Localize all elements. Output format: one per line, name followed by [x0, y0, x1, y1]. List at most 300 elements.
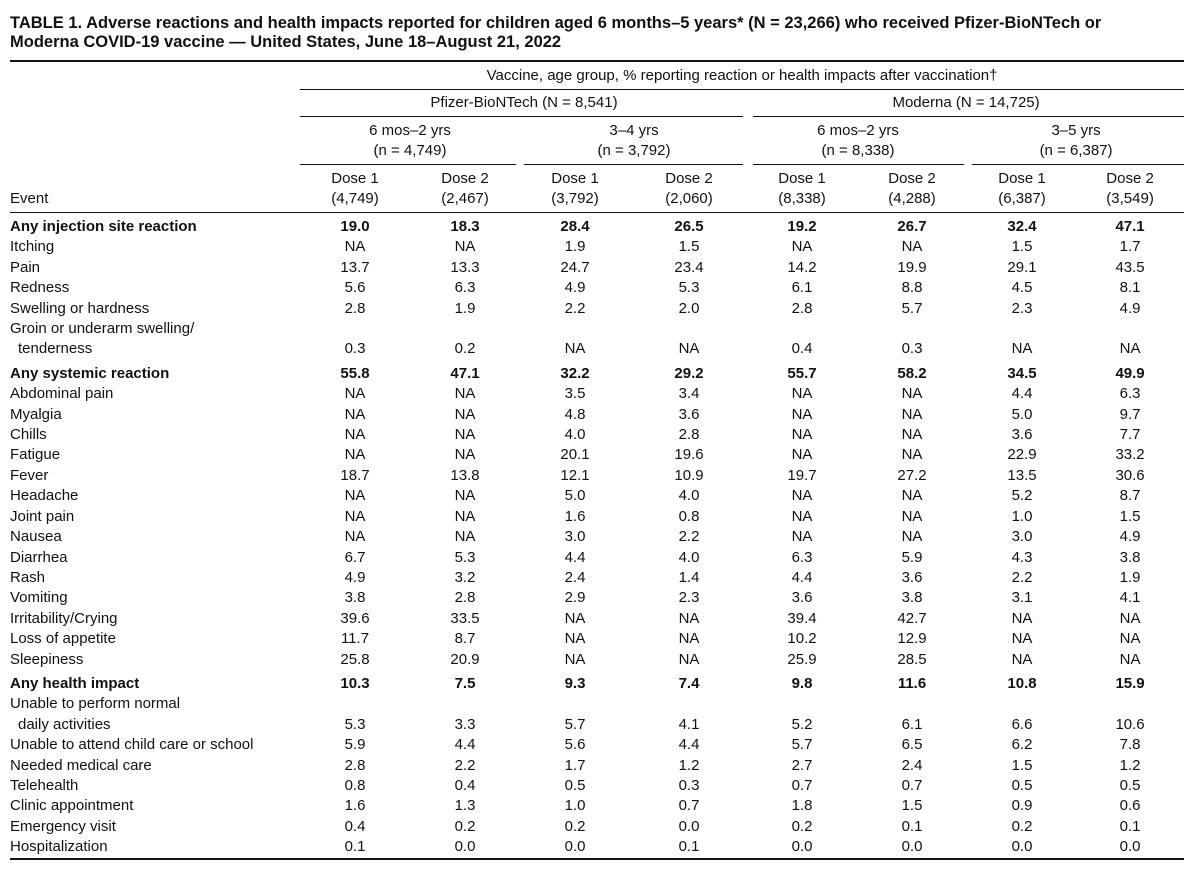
value-cell: 8.7 [1119, 487, 1141, 505]
value-cell: 19.7 [787, 466, 817, 484]
value-cell: 0.0 [748, 837, 856, 858]
value-cell: 2.2 [454, 756, 476, 774]
event-cell: Any systemic reaction [10, 364, 170, 382]
value-cell: 1.2 [1119, 756, 1141, 774]
value-cell: 8.1 [1119, 279, 1141, 297]
value-cell: NA [564, 630, 586, 648]
value-cell: 29.2 [674, 364, 704, 382]
value-cell: NA [564, 340, 586, 358]
table-row [10, 237, 1184, 257]
value-cell: NA [901, 487, 923, 505]
value-cell: 6.5 [901, 736, 923, 754]
value-cell: NA [1119, 650, 1141, 668]
event-cell: Redness [10, 279, 70, 297]
age-group-header [300, 117, 520, 162]
value-cell: 0.3 [901, 340, 923, 358]
value-cell: 7.8 [1119, 736, 1141, 754]
value-cell: 55.8 [340, 364, 370, 382]
value-cell: 0.7 [901, 776, 923, 794]
value-cell: 12.1 [560, 466, 590, 484]
value-cell: 9.3 [564, 674, 586, 692]
event-cell: Diarrhea [10, 548, 68, 566]
event-cell: Pain [10, 258, 41, 276]
value-cell: 18.7 [340, 466, 370, 484]
value-cell: 0.1 [901, 817, 923, 835]
event-cell: Emergency visit [10, 817, 116, 835]
value-cell: NA [344, 426, 366, 444]
value-cell: 5.9 [901, 548, 923, 566]
value-cell: 0.1 [300, 837, 410, 858]
event-cell: Joint pain [10, 507, 75, 525]
dose-header: Dose 2 (2,467) [410, 165, 520, 213]
value-cell: 0.0 [1076, 837, 1184, 858]
table-row [10, 278, 1184, 298]
value-cell: 0.5 [1119, 776, 1141, 794]
value-cell: NA [901, 405, 923, 423]
value-cell: 13.7 [340, 258, 370, 276]
value-cell: 5.6 [344, 279, 366, 297]
age-group-header [748, 117, 968, 162]
age-group-header [520, 117, 748, 162]
value-cell: 28.4 [560, 218, 590, 235]
event-column-header: Event [10, 165, 300, 213]
value-cell: 10.2 [787, 630, 817, 648]
value-cell: 33.5 [450, 609, 480, 627]
value-cell: 10.3 [340, 674, 370, 692]
event-cell: Loss of appetite [10, 630, 116, 648]
event-cell: Chills [10, 426, 47, 444]
value-cell: 1.6 [344, 797, 366, 815]
value-cell: 32.2 [560, 364, 590, 382]
value-cell: 1.5 [1011, 238, 1033, 256]
dose-header: Dose 1 (4,749) [300, 165, 410, 213]
table-row [10, 527, 1184, 547]
value-cell: 55.7 [787, 364, 817, 382]
value-cell: 26.5 [674, 218, 704, 235]
dose-header: Dose 1 (6,387) [968, 165, 1076, 213]
value-cell: 5.9 [344, 736, 366, 754]
value-cell: 1.0 [564, 797, 586, 815]
value-cell: 4.3 [1011, 548, 1033, 566]
value-cell: 29.1 [1007, 258, 1037, 276]
event-label: Unable to perform normal [10, 695, 181, 713]
value-cell: 8.7 [454, 630, 476, 648]
table-row [10, 548, 1184, 568]
table-row [10, 299, 1184, 319]
value-cell: 0.1 [1119, 817, 1141, 835]
value-cell: NA [791, 385, 813, 403]
value-cell: 5.3 [678, 279, 700, 297]
value-cell: 26.7 [897, 218, 927, 235]
event-cell: Unable to attend child care or school [10, 736, 254, 754]
value-cell: 3.3 [454, 715, 476, 733]
event-cell: Swelling or hardness [10, 299, 150, 317]
value-cell: 4.4 [1011, 385, 1033, 403]
value-cell: NA [344, 446, 366, 464]
value-cell: 4.9 [1119, 528, 1141, 546]
table-row [10, 694, 1184, 735]
table-row [10, 213, 1184, 238]
value-cell: 1.3 [454, 797, 476, 815]
value-cell: NA [1011, 650, 1033, 668]
value-cell: 1.5 [1119, 507, 1141, 525]
value-cell: 2.3 [1011, 299, 1033, 317]
table-row [10, 486, 1184, 506]
table-row [10, 650, 1184, 670]
value-cell: 3.6 [791, 589, 813, 607]
value-cell: 6.6 [1011, 715, 1033, 733]
table-row [10, 776, 1184, 796]
value-cell: 4.4 [564, 548, 586, 566]
value-cell: NA [1119, 340, 1141, 358]
value-cell: NA [1119, 609, 1141, 627]
value-cell: 11.7 [340, 630, 370, 648]
value-cell: 0.4 [454, 776, 476, 794]
event-cell: Fatigue [10, 446, 61, 464]
age-group-n: (n = 8,338) [821, 142, 895, 159]
value-cell: 20.9 [450, 650, 480, 668]
value-cell: 3.8 [1119, 548, 1141, 566]
age-group-label: 3–5 yrs [1051, 122, 1101, 139]
table-body [10, 213, 1184, 859]
value-cell: 7.5 [454, 674, 476, 692]
value-cell: NA [454, 507, 476, 525]
table-row [10, 817, 1184, 837]
value-cell: 0.0 [520, 837, 630, 858]
value-cell: 22.9 [1007, 446, 1037, 464]
value-cell: 0.8 [344, 776, 366, 794]
table-row [10, 670, 1184, 694]
value-cell: NA [678, 650, 700, 668]
value-cell: 3.6 [1011, 426, 1033, 444]
value-cell: 11.6 [897, 674, 927, 692]
table-row [10, 796, 1184, 816]
value-cell: 19.2 [787, 218, 817, 235]
value-cell: 0.7 [791, 776, 813, 794]
vaccine-header-moderna: Moderna (N = 14,725) [892, 94, 1040, 111]
value-cell: 8.8 [901, 279, 923, 297]
value-cell: 4.1 [678, 715, 700, 733]
value-cell: NA [901, 385, 923, 403]
event-label-continued: daily activities [18, 715, 111, 733]
value-cell: 4.4 [454, 736, 476, 754]
value-cell: 32.4 [1007, 218, 1037, 235]
title-line-1: TABLE 1. Adverse reactions and health impacts reported for children aged 6 months–5 years* (N = 23,266) who received Pfizer-BioNTech or [10, 14, 1102, 32]
table-row [10, 837, 1184, 858]
table-row [10, 319, 1184, 360]
table-row [10, 568, 1184, 588]
value-cell: 28.5 [897, 650, 927, 668]
value-cell: 3.4 [678, 385, 700, 403]
value-cell: 10.8 [1007, 674, 1037, 692]
value-cell: NA [901, 528, 923, 546]
value-cell: 13.3 [450, 258, 480, 276]
age-group-n: (n = 6,387) [1039, 142, 1113, 159]
value-cell: 4.9 [344, 568, 366, 586]
table-row [10, 405, 1184, 425]
value-cell: 5.7 [564, 715, 586, 733]
table-row [10, 735, 1184, 755]
value-cell: 30.6 [1115, 466, 1145, 484]
value-cell: NA [454, 487, 476, 505]
event-cell: Any injection site reaction [10, 218, 197, 235]
value-cell: 1.5 [1011, 756, 1033, 774]
value-cell: NA [678, 609, 700, 627]
value-cell: 0.5 [564, 776, 586, 794]
value-cell: 15.9 [1115, 674, 1145, 692]
header-blank [10, 61, 300, 86]
value-cell: NA [791, 528, 813, 546]
value-cell: NA [454, 238, 476, 256]
value-cell: 3.6 [901, 568, 923, 586]
value-cell: 1.8 [791, 797, 813, 815]
event-cell [10, 694, 300, 735]
value-cell: 1.4 [678, 568, 700, 586]
value-cell: 1.7 [1119, 238, 1141, 256]
event-cell: Nausea [10, 528, 62, 546]
value-cell: 0.2 [454, 817, 476, 835]
value-cell: 0.2 [454, 340, 476, 358]
value-cell: 5.7 [901, 299, 923, 317]
table-row [10, 756, 1184, 776]
value-cell: 2.9 [564, 589, 586, 607]
value-cell: NA [454, 385, 476, 403]
value-cell: NA [1119, 630, 1141, 648]
age-group-n: (n = 4,749) [373, 142, 447, 159]
value-cell: 25.8 [340, 650, 370, 668]
value-cell: 4.8 [564, 405, 586, 423]
value-cell: NA [344, 238, 366, 256]
value-cell: 1.2 [678, 756, 700, 774]
value-cell: 1.9 [1119, 568, 1141, 586]
value-cell: 23.4 [674, 258, 704, 276]
value-cell: 2.3 [678, 589, 700, 607]
value-cell: 2.8 [344, 756, 366, 774]
value-cell: NA [344, 405, 366, 423]
value-cell: 0.0 [410, 837, 520, 858]
value-cell: NA [1011, 630, 1033, 648]
table-row [10, 588, 1184, 608]
vaccine-header-pfizer: Pfizer-BioNTech (N = 8,541) [430, 94, 618, 111]
value-cell: NA [901, 507, 923, 525]
value-cell: 3.1 [1011, 589, 1033, 607]
value-cell: NA [454, 528, 476, 546]
value-cell: NA [564, 609, 586, 627]
value-cell: NA [344, 507, 366, 525]
value-cell: 0.4 [791, 340, 813, 358]
event-cell: Needed medical care [10, 756, 152, 774]
value-cell: 27.2 [897, 466, 927, 484]
value-cell: 13.8 [450, 466, 480, 484]
table-row [10, 507, 1184, 527]
value-cell: NA [344, 487, 366, 505]
table-row [10, 384, 1184, 404]
value-cell: 2.8 [454, 589, 476, 607]
event-cell: Irritability/Crying [10, 609, 118, 627]
value-cell: 25.9 [787, 650, 817, 668]
value-cell: NA [1011, 609, 1033, 627]
value-cell: 3.8 [901, 589, 923, 607]
value-cell: 0.2 [1011, 817, 1033, 835]
value-cell: 47.1 [450, 364, 480, 382]
value-cell: NA [344, 385, 366, 403]
dose-header: Dose 1 (8,338) [748, 165, 856, 213]
value-cell: 5.3 [344, 715, 366, 733]
age-group-n: (n = 3,792) [597, 142, 671, 159]
value-cell: 19.9 [897, 258, 927, 276]
value-cell: 3.8 [344, 589, 366, 607]
dose-header: Dose 1 (3,792) [520, 165, 630, 213]
value-cell: 2.2 [678, 528, 700, 546]
value-cell: NA [678, 340, 700, 358]
value-cell: 1.9 [454, 299, 476, 317]
value-cell: 9.7 [1119, 405, 1141, 423]
value-cell: NA [344, 528, 366, 546]
event-cell: Telehealth [10, 776, 79, 794]
event-cell: Clinic appointment [10, 797, 134, 815]
value-cell: 5.2 [1011, 487, 1033, 505]
value-cell: 9.8 [791, 674, 813, 692]
dose-header: Dose 2 (2,060) [630, 165, 748, 213]
value-cell: 6.3 [1119, 385, 1141, 403]
value-cell: 3.0 [564, 528, 586, 546]
value-cell: 0.7 [678, 797, 700, 815]
value-cell: 58.2 [897, 364, 927, 382]
value-cell: 4.1 [1119, 589, 1141, 607]
value-cell: 2.8 [678, 426, 700, 444]
event-label: Groin or underarm swelling/ [10, 320, 195, 338]
value-cell: NA [901, 426, 923, 444]
value-cell: 5.0 [1011, 405, 1033, 423]
value-cell: NA [791, 405, 813, 423]
value-cell: 6.1 [901, 715, 923, 733]
value-cell: 6.3 [454, 279, 476, 297]
value-cell: 0.1 [630, 837, 748, 858]
value-cell: 43.5 [1115, 258, 1145, 276]
value-cell: 10.9 [674, 466, 704, 484]
value-cell: 1.9 [564, 238, 586, 256]
value-cell: NA [901, 446, 923, 464]
value-cell: 18.3 [450, 218, 480, 235]
value-cell: 2.7 [791, 756, 813, 774]
value-cell: NA [454, 405, 476, 423]
value-cell: NA [1011, 340, 1033, 358]
value-cell: 39.6 [340, 609, 370, 627]
event-cell: Itching [10, 238, 55, 256]
value-cell: 2.2 [1011, 568, 1033, 586]
value-cell: NA [454, 446, 476, 464]
value-cell: 3.0 [1011, 528, 1033, 546]
value-cell: 0.6 [1119, 797, 1141, 815]
value-cell: 2.4 [901, 756, 923, 774]
value-cell: 4.5 [1011, 279, 1033, 297]
value-cell: 0.8 [678, 507, 700, 525]
age-group-label: 6 mos–2 yrs [369, 122, 451, 139]
value-cell: 12.9 [897, 630, 927, 648]
value-cell: 0.3 [344, 340, 366, 358]
table-row [10, 609, 1184, 629]
age-group-header [968, 117, 1184, 162]
value-cell: 10.6 [1115, 715, 1145, 733]
title-line-2: Moderna COVID-19 vaccine — United States, June 18–August 21, 2022 [10, 33, 562, 51]
event-cell: Any health impact [10, 674, 140, 692]
spanner-header: Vaccine, age group, % reporting reaction or health impacts after vaccination† [300, 61, 1184, 86]
value-cell: 4.0 [678, 487, 700, 505]
value-cell: NA [454, 426, 476, 444]
value-cell: 5.2 [791, 715, 813, 733]
value-cell: 1.7 [564, 756, 586, 774]
event-cell: Myalgia [10, 405, 62, 423]
value-cell: 2.2 [564, 299, 586, 317]
event-cell: Rash [10, 568, 46, 586]
event-cell [10, 319, 300, 360]
value-cell: 0.5 [1011, 776, 1033, 794]
value-cell: 4.0 [564, 426, 586, 444]
age-group-label: 6 mos–2 yrs [817, 122, 899, 139]
table-row [10, 360, 1184, 384]
value-cell: 4.9 [564, 279, 586, 297]
value-cell: 0.3 [678, 776, 700, 794]
value-cell: 13.5 [1007, 466, 1037, 484]
value-cell: 5.6 [564, 736, 586, 754]
value-cell: 0.9 [1011, 797, 1033, 815]
value-cell: 6.2 [1011, 736, 1033, 754]
table-title [10, 14, 1194, 52]
age-group-label: 3–4 yrs [609, 122, 659, 139]
value-cell: 1.5 [901, 797, 923, 815]
event-cell: Sleepiness [10, 650, 84, 668]
value-cell: 0.0 [856, 837, 968, 858]
value-cell: 5.3 [454, 548, 476, 566]
value-cell: NA [901, 238, 923, 256]
table-row [10, 466, 1184, 486]
event-label-continued: tenderness [18, 340, 93, 358]
value-cell: 4.4 [678, 736, 700, 754]
value-cell: 14.2 [787, 258, 817, 276]
value-cell: NA [791, 446, 813, 464]
value-cell: 4.4 [791, 568, 813, 586]
table-row [10, 258, 1184, 278]
table-row [10, 425, 1184, 445]
value-cell: 19.6 [674, 446, 704, 464]
value-cell: 0.0 [968, 837, 1076, 858]
dose-header: Dose 2 (4,288) [856, 165, 968, 213]
value-cell: 19.0 [340, 218, 370, 235]
value-cell: NA [791, 487, 813, 505]
value-cell: 3.5 [564, 385, 586, 403]
dose-header: Dose 2 (3,549) [1076, 165, 1184, 213]
value-cell: NA [791, 238, 813, 256]
event-cell: Headache [10, 487, 79, 505]
value-cell: 20.1 [560, 446, 590, 464]
value-cell: 4.9 [1119, 299, 1141, 317]
value-cell: 0.4 [344, 817, 366, 835]
value-cell: NA [791, 426, 813, 444]
table-row [10, 629, 1184, 649]
event-cell: Vomiting [10, 589, 68, 607]
value-cell: NA [564, 650, 586, 668]
value-cell: 42.7 [897, 609, 927, 627]
value-cell: 2.4 [564, 568, 586, 586]
value-cell: 5.0 [564, 487, 586, 505]
value-cell: 3.6 [678, 405, 700, 423]
adverse-reactions-table [10, 60, 1184, 860]
value-cell: 7.4 [678, 674, 700, 692]
value-cell: 2.8 [344, 299, 366, 317]
value-cell: 0.2 [791, 817, 813, 835]
value-cell: 6.1 [791, 279, 813, 297]
value-cell: 6.7 [344, 548, 366, 566]
